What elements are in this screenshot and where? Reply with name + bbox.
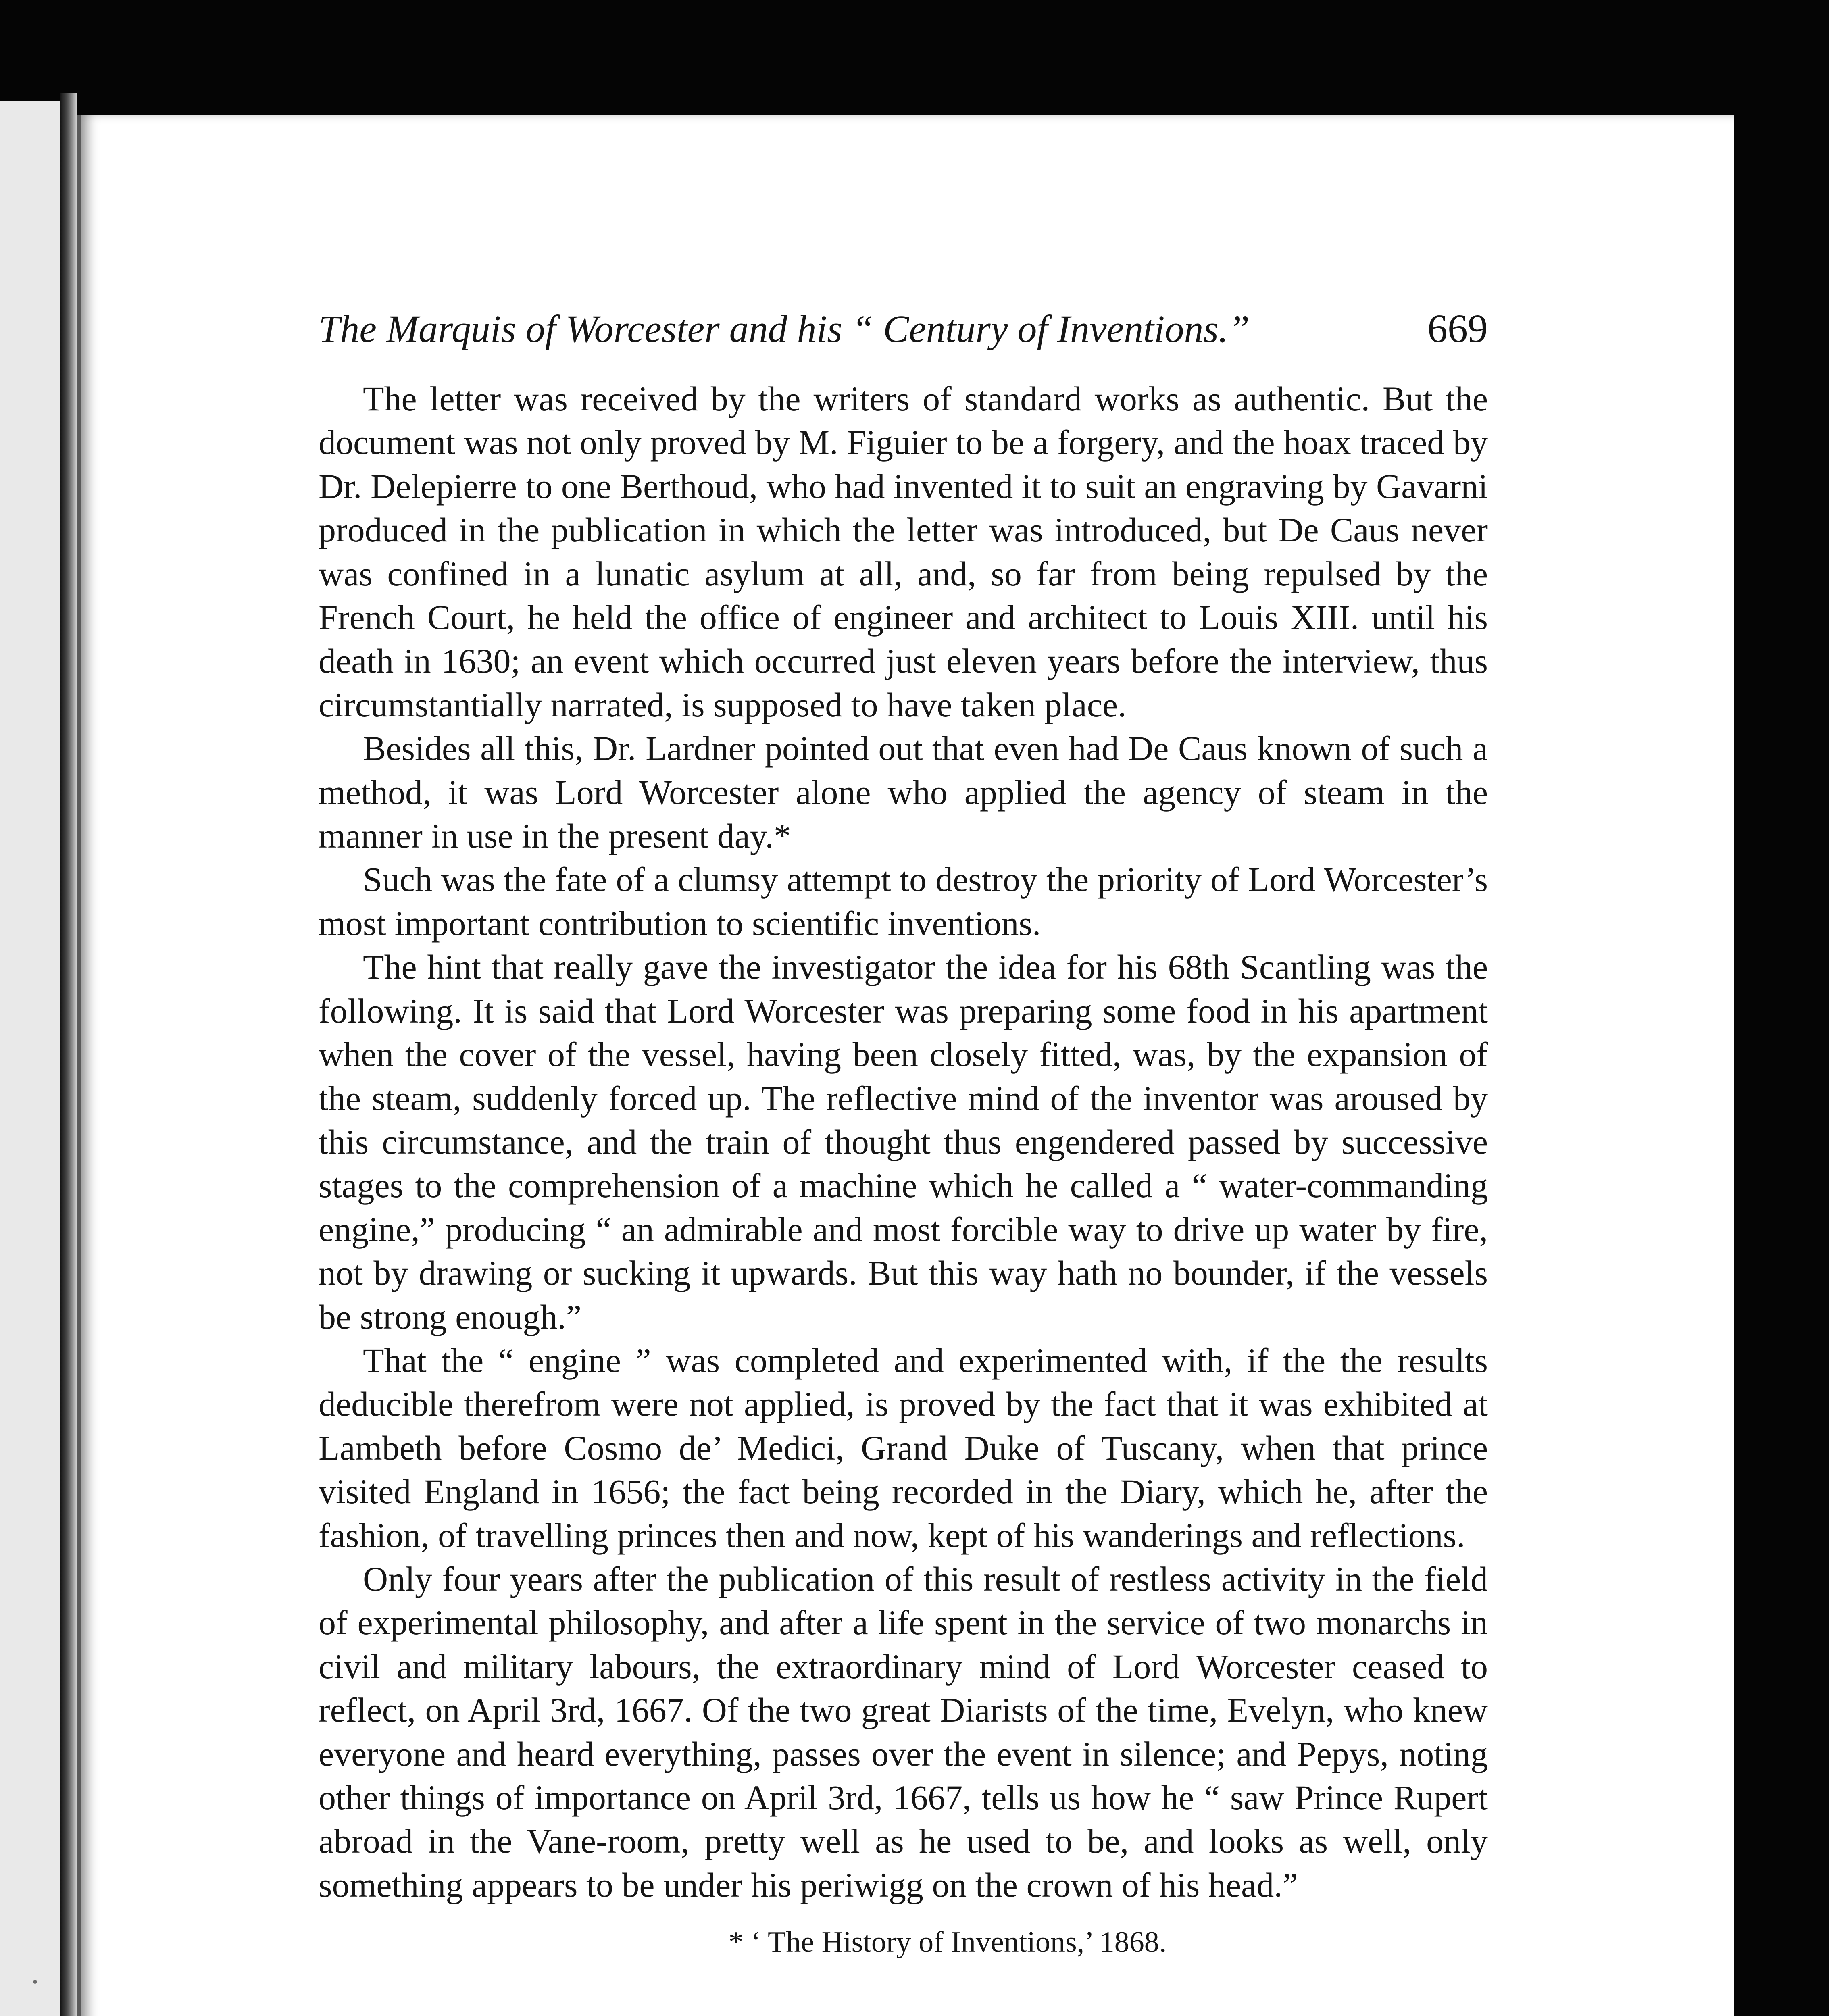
paragraph-lardner: Besides all this, Dr. Lardner pointed out that even had De Caus known of such a method, it was Lord Worcester alone who applied the agency of steam in the manner in use in the present day.* [319, 729, 1488, 856]
paragraph-engine-lambeth: That the “ engine ” was completed and experimented with, if the the results deducible therefrom were not applied, is proved by the fact that it was exhibited at Lambeth before Cosmo de’ Medici, Grand Duke of Tuscany, when that prince visited England in 1656; the fact being recorded in the Diary, which he, after the fashion, of travelling princes then and now, kept of his wanderings and reflections. [319, 1341, 1488, 1555]
paragraph-death-of-worcester: Only four years after the publication of this result of restless activity in the field of experimental philosophy, and after a life spent in the service of two monarchs in civil and military labours, the extraordinary mind of Lord Worcester ceased to reflect, on April 3rd, 1667. Of the two great Diarists of the time, Evelyn, who knew everyone and heard everything, passes over the event in silence; and Pepys, noting other things of importance on April 3rd, 1667, tells us how he “ saw Prince Rupert abroad in the Vane-room, pretty well as he used to be, and looks as well, only something appears to be under his periwigg on the crown of his head.” [319, 1559, 1488, 1904]
paragraph-clumsy-attempt: Such was the fate of a clumsy attempt to destroy the priority of Lord Worcester’s most important contribution to scientific inventions. [319, 860, 1488, 943]
footnote: * ‘ The History of Inventions,’ 1868. [728, 1926, 1167, 1959]
facing-page-edge [0, 101, 63, 2016]
running-title: The Marquis of Worcester and his “ Century of Inventions.” [319, 307, 1250, 350]
running-header [319, 302, 1488, 355]
paragraph-letter-forgery: The letter was received by the writers of standard works as authentic. But the document was not only proved by M. Figuier to be a forgery, and the hoax traced by Dr. Delepierre to one Berthoud, who had invented it to suit an engraving by Gavarni produced in the publication in which the letter was introduced, but De Caus never was confined in a lunatic asylum at all, and, so far from being repulsed by the French Court, he held the office of engineer and architect to Louis XIII. until his death in 1630; an event which occurred just eleven years before the interview, thus circumstantially narrated, is supposed to have taken place. [319, 379, 1488, 724]
book-gutter [60, 93, 77, 2016]
book-page [77, 115, 1734, 2016]
page-text-block [319, 302, 1488, 1962]
paragraph-scantling-68: The hint that really gave the investigator the idea for his 68th Scantling was the following. It is said that Lord Worcester was preparing some food in his apartment when the cover of the vessel, having been closely fitted, was, by the expansion of the steam, suddenly forced up. The reflective mind of the inventor was aroused by this circumstance, and the train of thought thus engendered passed by successive stages to the comprehension of a machine which he called a “ water-commanding engine,” producing “ an admirable and most forcible way to drive up water by fire, not by drawing or sucking it upwards. But this way hath no bounder, if the vessels be strong enough.” [319, 948, 1488, 1336]
scan-speck [33, 1980, 37, 1984]
page-number: 669 [1427, 306, 1488, 351]
